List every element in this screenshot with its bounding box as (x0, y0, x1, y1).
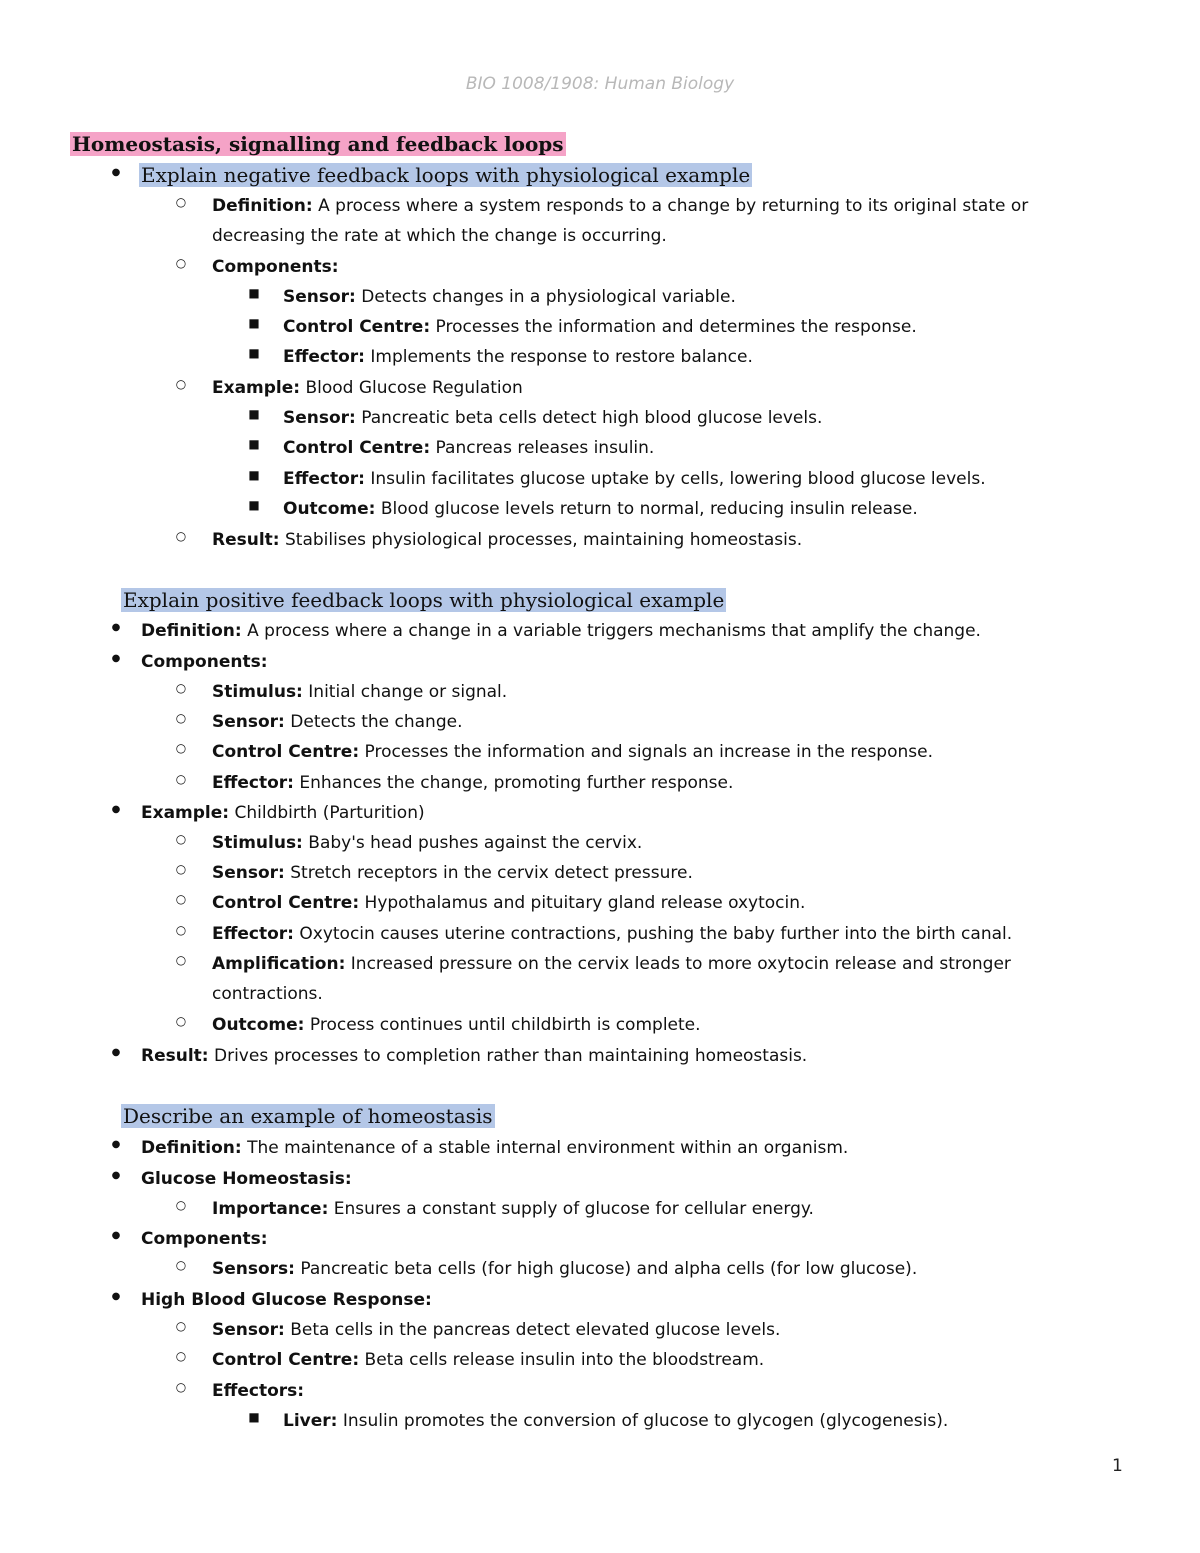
section-heading-positive: Explain positive feedback loops with physiological example (123, 588, 725, 612)
list-item: Liver: Insulin promotes the conversion of glucose to glycogen (glycogenesis). (283, 1411, 949, 1431)
bullet-circle: ○ (175, 711, 187, 725)
section-heading-homeostasis: Describe an example of homeostasis (123, 1104, 493, 1128)
list-item: Sensor: Detects the change. (212, 712, 463, 732)
list-item: Stimulus: Initial change or signal. (212, 682, 508, 702)
bullet-disc: ● (111, 1047, 121, 1058)
list-item: Definition: The maintenance of a stable internal environment within an organism. (141, 1138, 849, 1158)
list-item: Stimulus: Baby's head pushes against the cervix. (212, 833, 643, 853)
bullet-circle: ○ (175, 772, 187, 786)
list-item: Sensor: Beta cells in the pancreas detect elevated glucose levels. (212, 1320, 781, 1340)
bullet-disc: ● (111, 167, 121, 178)
list-item-continuation: decreasing the rate at which the change is occurring. (212, 226, 667, 246)
bullet-square: ■ (248, 468, 260, 482)
list-item: Components: (141, 1229, 268, 1249)
list-item: Importance: Ensures a constant supply of glucose for cellular energy. (212, 1199, 814, 1219)
bullet-square: ■ (248, 498, 260, 512)
list-item: Result: Stabilises physiological processes, maintaining homeostasis. (212, 530, 803, 550)
bullet-circle: ○ (175, 892, 187, 906)
list-item: Example: Blood Glucose Regulation (212, 378, 523, 398)
list-item: Components: (141, 652, 268, 672)
bullet-square: ■ (248, 286, 260, 300)
list-item-continuation: contractions. (212, 984, 323, 1004)
bullet-circle: ○ (175, 1349, 187, 1363)
bullet-disc: ● (111, 1170, 121, 1181)
list-item: Definition: A process where a change in a variable triggers mechanisms that amplify the change. (141, 621, 981, 641)
bullet-circle: ○ (175, 1319, 187, 1333)
bullet-circle: ○ (175, 1198, 187, 1212)
bullet-circle: ○ (175, 923, 187, 937)
bullet-circle: ○ (175, 256, 187, 270)
bullet-square: ■ (248, 316, 260, 330)
bullet-disc: ● (111, 804, 121, 815)
page-number: 1 (1112, 1456, 1123, 1476)
bullet-circle: ○ (175, 195, 187, 209)
list-item: Result: Drives processes to completion rather than maintaining homeostasis. (141, 1046, 808, 1066)
bullet-circle: ○ (175, 953, 187, 967)
list-item: Control Centre: Beta cells release insulin into the bloodstream. (212, 1350, 765, 1370)
list-item: High Blood Glucose Response: (141, 1290, 432, 1310)
bullet-square: ■ (248, 346, 260, 360)
title-highlight: Homeostasis, signalling and feedback loops (72, 132, 564, 156)
list-item: Sensor: Stretch receptors in the cervix detect pressure. (212, 863, 693, 883)
list-item: Effectors: (212, 1381, 305, 1401)
list-item: Control Centre: Pancreas releases insulin. (283, 438, 655, 458)
bullet-square: ■ (248, 407, 260, 421)
bullet-circle: ○ (175, 529, 187, 543)
list-item: Glucose Homeostasis: (141, 1169, 352, 1189)
list-item: Outcome: Blood glucose levels return to normal, reducing insulin release. (283, 499, 918, 519)
bullet-circle: ○ (175, 1258, 187, 1272)
list-item: Control Centre: Processes the information and signals an increase in the response. (212, 742, 933, 762)
list-item: Sensor: Pancreatic beta cells detect high blood glucose levels. (283, 408, 823, 428)
bullet-circle: ○ (175, 741, 187, 755)
bullet-disc: ● (111, 622, 121, 633)
list-item: Amplification: Increased pressure on the cervix leads to more oxytocin release and stronger (212, 954, 1011, 974)
list-item: Sensor: Detects changes in a physiological variable. (283, 287, 736, 307)
list-item: Effector: Implements the response to restore balance. (283, 347, 753, 367)
bullet-square: ■ (248, 437, 260, 451)
list-item: Control Centre: Processes the information and determines the response. (283, 317, 917, 337)
section-heading-negative: Explain negative feedback loops with physiological example (141, 163, 751, 187)
bullet-circle: ○ (175, 832, 187, 846)
list-item: Components: (212, 257, 339, 277)
bullet-circle: ○ (175, 1014, 187, 1028)
document-title (70, 131, 566, 157)
list-item: Control Centre: Hypothalamus and pituitary gland release oxytocin. (212, 893, 806, 913)
list-item: Definition: A process where a system responds to a change by returning to its original state or (212, 196, 1029, 216)
bullet-circle: ○ (175, 377, 187, 391)
list-item: Effector: Enhances the change, promoting further response. (212, 773, 734, 793)
bullet-circle: ○ (175, 862, 187, 876)
bullet-circle: ○ (175, 1380, 187, 1394)
page-header: BIO 1008/1908: Human Biology (465, 74, 735, 94)
bullet-disc: ● (111, 653, 121, 664)
list-item: Example: Childbirth (Parturition) (141, 803, 425, 823)
bullet-circle: ○ (175, 681, 187, 695)
bullet-square: ■ (248, 1410, 260, 1424)
list-item: Effector: Oxytocin causes uterine contractions, pushing the baby further into the birth canal. (212, 924, 1013, 944)
bullet-disc: ● (111, 1291, 121, 1302)
list-item: Effector: Insulin facilitates glucose uptake by cells, lowering blood glucose levels. (283, 469, 986, 489)
list-item: Outcome: Process continues until childbirth is complete. (212, 1015, 701, 1035)
bullet-disc: ● (111, 1230, 121, 1241)
bullet-disc: ● (111, 1139, 121, 1150)
list-item: Sensors: Pancreatic beta cells (for high glucose) and alpha cells (for low glucose). (212, 1259, 918, 1279)
